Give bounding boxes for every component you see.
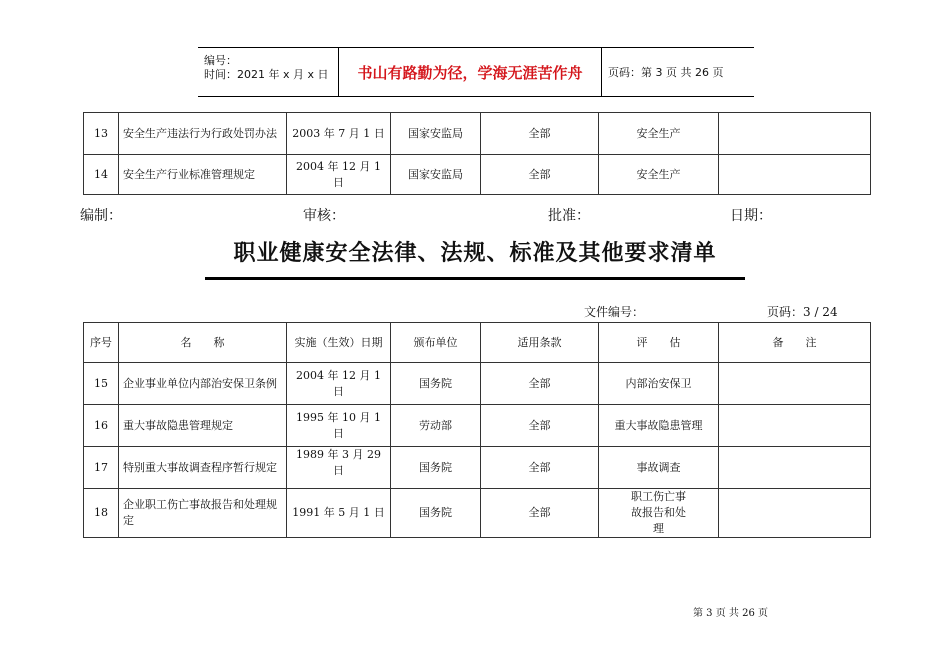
regulation-name: 安全生产行业标准管理规定 (119, 155, 287, 195)
row-number: 13 (84, 113, 119, 155)
regulation-name: 安全生产违法行为行政处罚办法 (119, 113, 287, 155)
code-label: 编号： (204, 54, 237, 67)
note (719, 405, 871, 447)
evaluation: 安全生产 (599, 155, 719, 195)
effective-date: 1989 年 3 月 29 日 (287, 447, 391, 489)
evaluation: 职工伤亡事故报告和处理 (599, 489, 719, 538)
effective-date: 2004 年 12 月 1 日 (287, 155, 391, 195)
editor-label: 编制： (80, 208, 122, 224)
regulation-name: 重大事故隐患管理规定 (119, 405, 287, 447)
note (719, 447, 871, 489)
table-row (84, 447, 871, 489)
table-row (84, 113, 871, 155)
header-date: 实施（生效）日期 (287, 323, 391, 363)
table-row (84, 363, 871, 405)
header-scope: 适用条款 (481, 323, 599, 363)
page-number-label: 页码：3 / 24 (767, 305, 838, 319)
header-name: 名 称 (119, 323, 287, 363)
scope: 全部 (481, 113, 599, 155)
table-header-row (84, 323, 871, 363)
scope: 全部 (481, 447, 599, 489)
evaluation: 事故调查 (599, 447, 719, 489)
table-row (84, 155, 871, 195)
effective-date: 1995 年 10 月 1 日 (287, 405, 391, 447)
doc-number-label: 文件编号： (584, 305, 645, 319)
table-row (84, 489, 871, 538)
approver-label: 批准： (548, 208, 590, 224)
table-row (84, 405, 871, 447)
issuer: 国家安监局 (391, 113, 481, 155)
row-number: 16 (84, 405, 119, 447)
scope: 全部 (481, 489, 599, 538)
regulation-name: 企业事业单位内部治安保卫条例 (119, 363, 287, 405)
time-label: 时间：2021 年 x 月 x 日 (204, 68, 329, 81)
title-underline (205, 277, 745, 280)
header-issuer: 颁布单位 (391, 323, 481, 363)
scope: 全部 (481, 363, 599, 405)
header-slogan: 书山有路勤为径，学海无涯苦作舟 (338, 48, 602, 96)
row-number: 14 (84, 155, 119, 195)
row-number: 17 (84, 447, 119, 489)
header-no: 序号 (84, 323, 119, 363)
regulation-name: 企业职工伤亡事故报告和处理规定 (119, 489, 287, 538)
header-note: 备 注 (719, 323, 871, 363)
evaluation: 重大事故隐患管理 (599, 405, 719, 447)
evaluation: 安全生产 (599, 113, 719, 155)
issuer: 国务院 (391, 447, 481, 489)
row-number: 15 (84, 363, 119, 405)
date-label: 日期： (730, 208, 772, 224)
issuer: 国务院 (391, 489, 481, 538)
reviewer-label: 审核： (303, 208, 345, 224)
effective-date: 1991 年 5 月 1 日 (287, 489, 391, 538)
top-regulation-table (83, 112, 871, 195)
regulation-table (83, 322, 871, 538)
row-number: 18 (84, 489, 119, 538)
page-footer: 第 3 页 共 26 页 (693, 608, 768, 619)
header-eval: 评 估 (599, 323, 719, 363)
evaluation: 内部治安保卫 (599, 363, 719, 405)
note (719, 113, 871, 155)
scope: 全部 (481, 155, 599, 195)
note (719, 489, 871, 538)
page-title: 职业健康安全法律、法规、标准及其他要求清单 (233, 241, 717, 266)
regulation-name: 特别重大事故调查程序暂行规定 (119, 447, 287, 489)
note (719, 155, 871, 195)
note (719, 363, 871, 405)
issuer: 国家安监局 (391, 155, 481, 195)
page-header (198, 47, 754, 97)
effective-date: 2004 年 12 月 1 日 (287, 363, 391, 405)
effective-date: 2003 年 7 月 1 日 (287, 113, 391, 155)
scope: 全部 (481, 405, 599, 447)
issuer: 国务院 (391, 363, 481, 405)
header-info (198, 48, 338, 96)
header-page-label: 页码：第 3 页 共 26 页 (608, 66, 724, 79)
issuer: 劳动部 (391, 405, 481, 447)
